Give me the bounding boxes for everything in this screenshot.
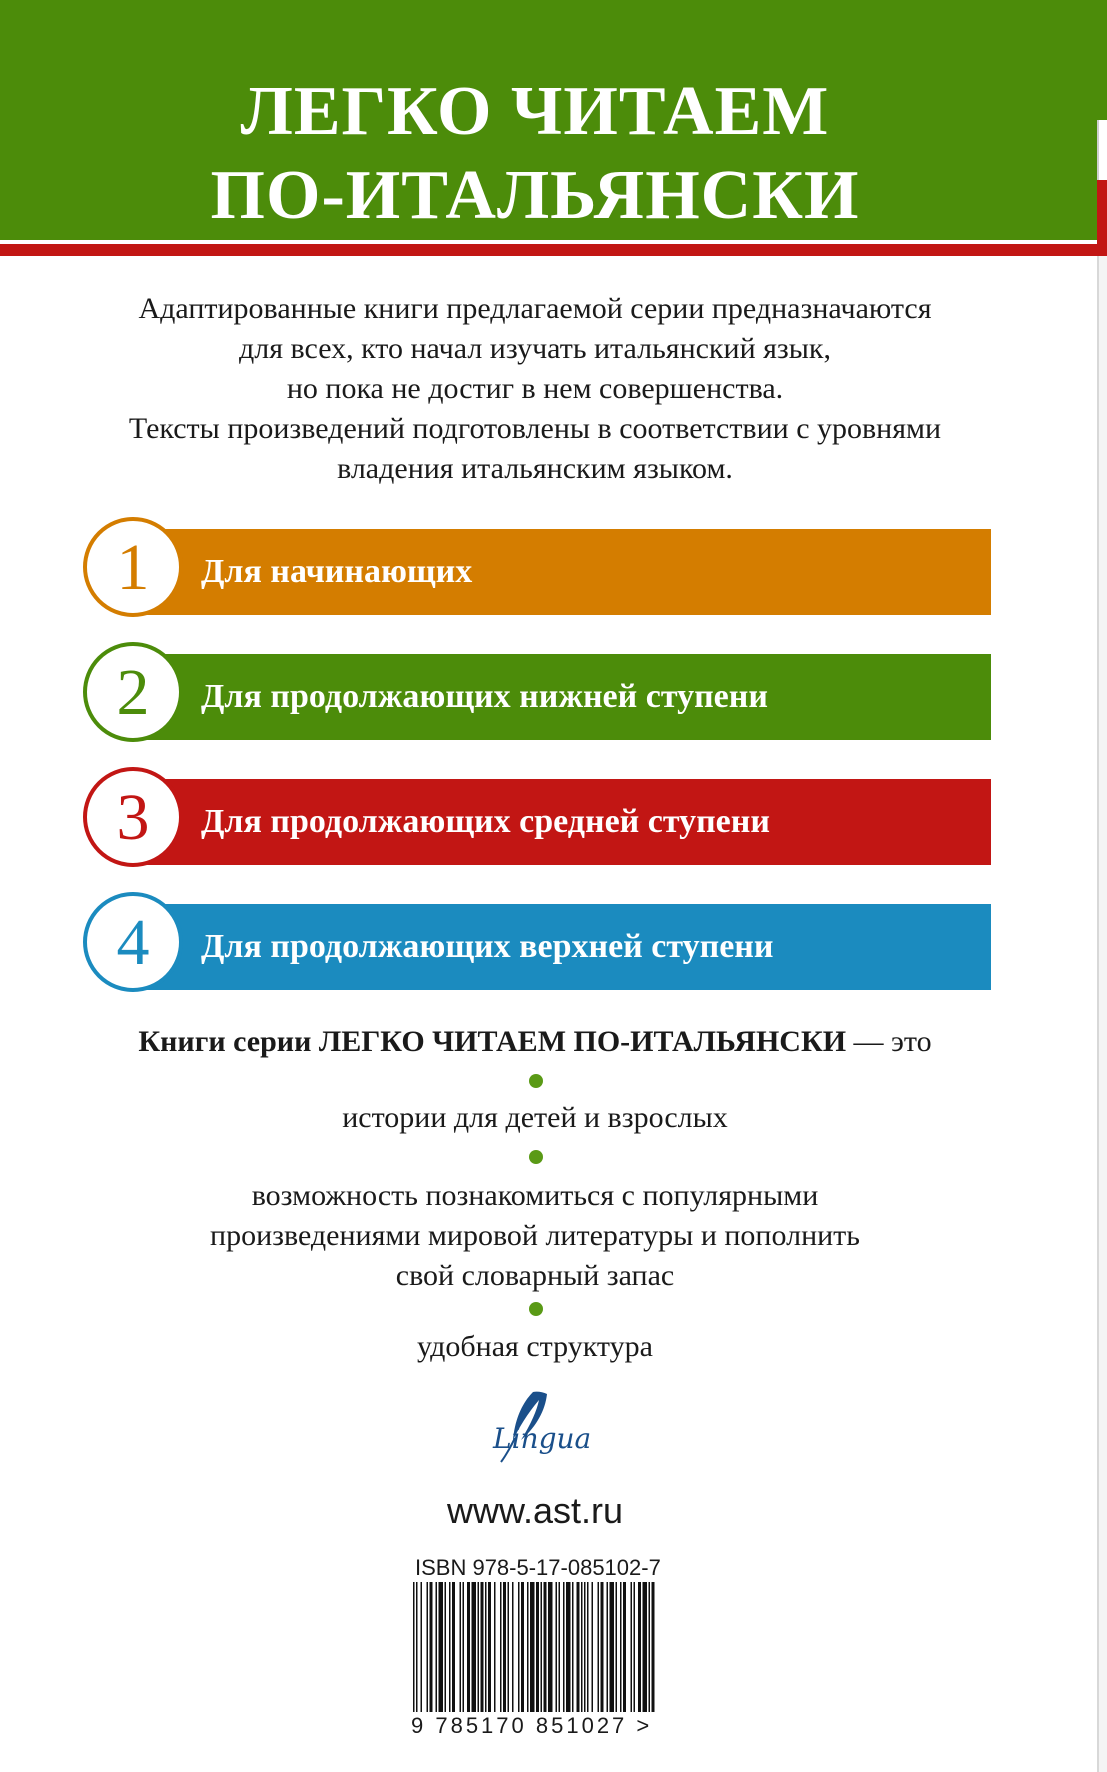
barcode-bar: [521, 1582, 524, 1712]
barcode-bar: [512, 1582, 514, 1712]
level-2: [83, 642, 991, 742]
series-prefix: Книги серии: [138, 1025, 319, 1058]
level-number: 2: [116, 656, 150, 729]
level-label: Для продолжающих верхней ступени: [201, 928, 774, 965]
barcode-bar: [652, 1582, 655, 1712]
barcode-bar: [436, 1582, 438, 1712]
barcode-bar: [610, 1582, 615, 1712]
barcode-bar: [430, 1582, 433, 1712]
series-title-line-1: ЛЕГКО ЧИТАЕМ: [240, 73, 830, 150]
level-label: Для продолжающих нижней ступени: [201, 678, 768, 715]
barcode-bar: [620, 1582, 622, 1712]
barcode-bar: [623, 1582, 626, 1712]
barcode-bar: [508, 1582, 510, 1712]
bullet-dot: [529, 1074, 543, 1088]
spine-edge-red: [1097, 180, 1107, 256]
barcode-bar: [421, 1582, 423, 1712]
barcode-bar: [449, 1582, 451, 1712]
level-1: [83, 517, 991, 617]
barcode-bar: [439, 1582, 444, 1712]
barcode-bar: [631, 1582, 633, 1712]
barcode-bar: [649, 1582, 651, 1712]
barcode-bar: [592, 1582, 594, 1712]
intro-line: Тексты произведений подготовлены в соответствии с уровнями: [128, 412, 942, 445]
level-3: [83, 767, 991, 867]
feature-item: [0, 1098, 1070, 1138]
barcode-bar: [463, 1582, 465, 1712]
level-number-circle: [83, 767, 183, 867]
barcode-bar: [518, 1582, 520, 1712]
barcode-bar: [634, 1582, 636, 1712]
feature-line: произведениями мировой литературы и пополнить: [210, 1219, 860, 1252]
isbn-number: ISBN 978-5-17-085102-7: [415, 1555, 661, 1580]
level-4: [83, 892, 991, 992]
level-number-circle: [83, 642, 183, 742]
barcode-bar: [472, 1582, 477, 1712]
barcode-bar: [494, 1582, 496, 1712]
barcode-bar: [500, 1582, 502, 1712]
barcode-bar: [467, 1582, 470, 1712]
spine-edge-white: [1097, 120, 1107, 180]
barcode-bar: [584, 1582, 586, 1712]
barcode-bar: [556, 1582, 558, 1712]
logo-text: Lingua: [493, 1422, 592, 1455]
intro-line: для всех, кто начал изучать итальянский язык,: [238, 332, 832, 365]
series-statement: [0, 1022, 1070, 1062]
feature-item: [0, 1327, 1070, 1367]
barcode-bar: [485, 1582, 487, 1712]
barcode-bar: [460, 1582, 462, 1712]
barcode-bar: [559, 1582, 561, 1712]
feature-line: возможность познакомиться с популярными: [251, 1179, 819, 1212]
series-title: [0, 70, 1070, 238]
feature-line: свой словарный запас: [395, 1259, 675, 1292]
barcode-bar: [643, 1582, 648, 1712]
level-number: 3: [116, 781, 150, 854]
level-number-circle: [83, 517, 183, 617]
level-label: Для продолжающих средней ступени: [201, 803, 770, 840]
barcode-bar: [566, 1582, 571, 1712]
barcode-bar: [601, 1582, 604, 1712]
barcode-bar: [452, 1582, 455, 1712]
feature-line: удобная структура: [417, 1330, 653, 1363]
feature-item: [0, 1176, 1070, 1296]
spine-edge-green: [1097, 0, 1107, 120]
barcode-bar: [536, 1582, 539, 1712]
barcode-bar: [478, 1582, 480, 1712]
feature-line: истории для детей и взрослых: [342, 1101, 728, 1134]
barcode-bar: [587, 1582, 589, 1712]
intro-line: Адаптированные книги предлагаемой серии предназначаются: [138, 292, 932, 325]
barcode-bar: [541, 1582, 543, 1712]
series-title-line-2: ПО-ИТАЛЬЯНСКИ: [210, 157, 860, 234]
spine-edge: [1097, 256, 1107, 1772]
barcode-bar: [581, 1582, 583, 1712]
series-suffix: — это: [846, 1025, 932, 1058]
barcode-bar: [563, 1582, 565, 1712]
barcode: [411, 1582, 657, 1712]
barcode-bar: [413, 1582, 415, 1712]
barcode-bar: [638, 1582, 641, 1712]
barcode-bar: [530, 1582, 535, 1712]
publisher-logo: [475, 1388, 605, 1468]
barcode-bar: [488, 1582, 491, 1712]
intro-line: но пока не достиг в нем совершенства.: [286, 372, 784, 405]
level-number: 1: [116, 531, 150, 604]
level-number-circle: [83, 892, 183, 992]
bullet-dot: [529, 1302, 543, 1316]
barcode-bar: [572, 1582, 574, 1712]
barcode-bar: [416, 1582, 418, 1712]
series-name: ЛЕГКО ЧИТАЕМ ПО-ИТАЛЬЯНСКИ: [318, 1025, 847, 1058]
bullet-dot: [529, 1150, 543, 1164]
barcode-bar: [503, 1582, 506, 1712]
barcode-bar: [445, 1582, 447, 1712]
barcode-bar: [598, 1582, 600, 1712]
header-red-stripe: [0, 244, 1097, 256]
barcode-bar: [577, 1582, 580, 1712]
barcode-bar: [527, 1582, 529, 1712]
barcode-bar: [544, 1582, 547, 1712]
barcode-bar: [607, 1582, 609, 1712]
level-label: Для начинающих: [201, 553, 473, 590]
barcode-bar: [481, 1582, 484, 1712]
barcode-bar: [427, 1582, 429, 1712]
barcode-bar: [616, 1582, 618, 1712]
barcode-digits: 9 785170 851027 >: [411, 1713, 653, 1738]
barcode-bar: [548, 1582, 553, 1712]
intro-paragraph: [0, 289, 1070, 489]
website-url: www.ast.ru: [446, 1490, 624, 1531]
level-number: 4: [116, 906, 150, 979]
intro-line: владения итальянским языком.: [337, 452, 733, 485]
